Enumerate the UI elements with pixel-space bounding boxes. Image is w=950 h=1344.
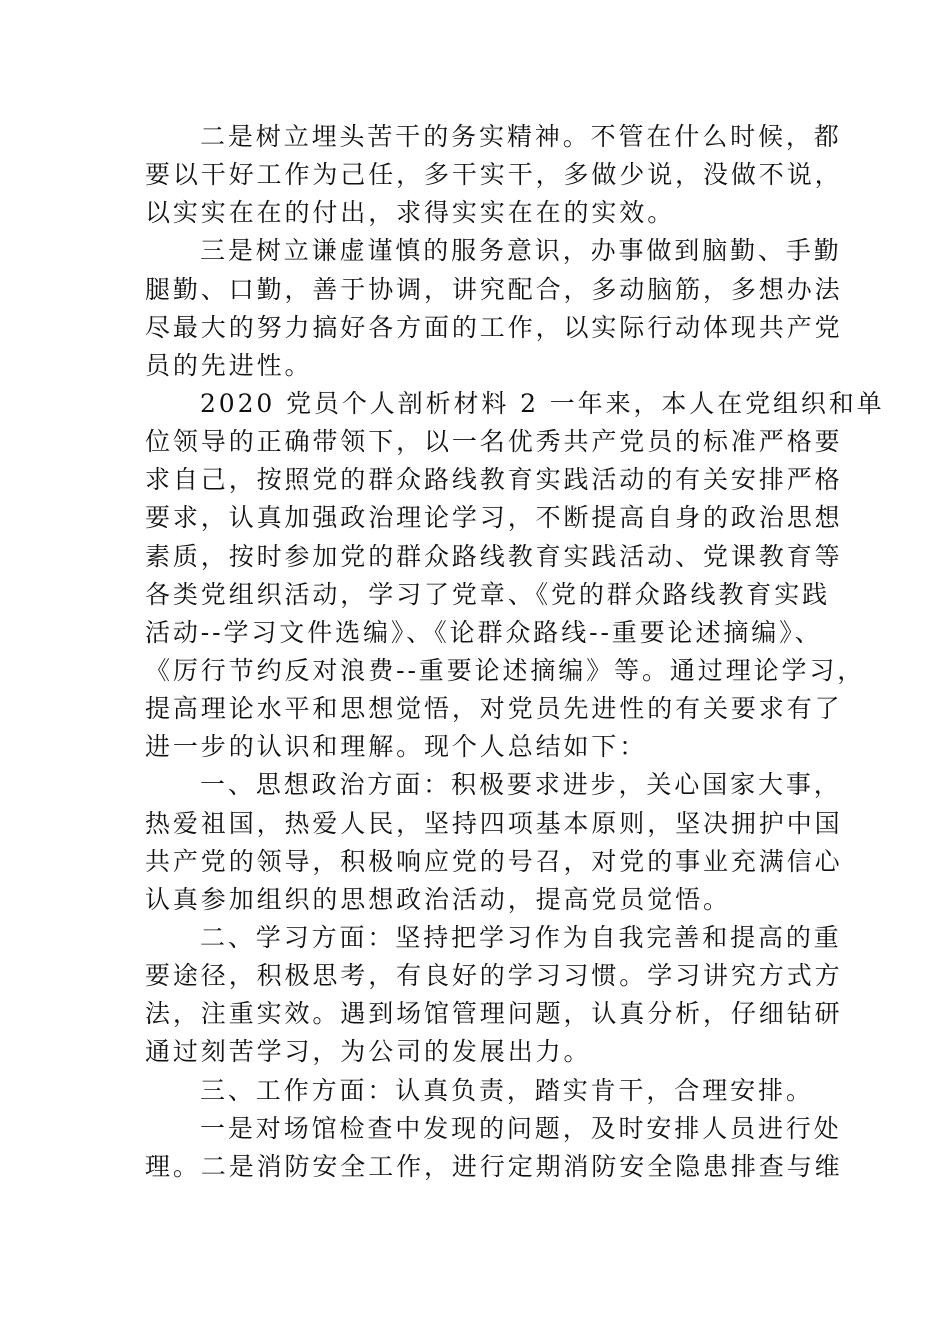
paragraph-line: 要求，认真加强政治理论学习，不断提高自身的政治思想	[145, 503, 843, 533]
document-body	[145, 118, 885, 1186]
paragraph-line: 位领导的正确带领下，以一名优秀共产党员的标准严格要	[145, 427, 843, 457]
paragraph-line: 《厉行节约反对浪费--重要论述摘编》等。通过理论学习，	[145, 655, 866, 685]
paragraph-first-line: 二是树立埋头苦干的务实精神。不管在什么时候，都	[200, 122, 842, 151]
paragraph-line: 进一步的认识和理解。现个人总结如下：	[145, 732, 648, 762]
paragraph-line: 理。二是消防安全工作，进行定期消防安全隐患排查与维	[145, 1151, 843, 1181]
paragraph-line: 求自己，按照党的群众路线教育实践活动的有关安排严格	[145, 465, 843, 495]
paragraph-line: 法，注重实效。遇到场馆管理问题，认真分析，仔细钻研	[145, 999, 843, 1029]
paragraph-first-line: 二、学习方面：坚持把学习作为自我完善和提高的重	[200, 922, 842, 952]
paragraph-first-line: 2020 党员个人剖析材料 2 一年来，本人在党组织和单	[200, 388, 885, 418]
paragraph-line: 各类党组织活动，学习了党章、《党的群众路线教育实践	[145, 579, 831, 609]
paragraph-first-line: 一是对场馆检查中发现的问题，及时安排人员进行处	[200, 1113, 842, 1143]
paragraph-line: 以实实在在的付出，求得实实在在的实效。	[145, 198, 676, 228]
paragraph-line: 活动--学习文件选编》、《论群众路线--重要论述摘编》、	[145, 617, 823, 647]
paragraph-line: 认真参加组织的思想政治活动，提高党员觉悟。	[145, 884, 731, 914]
paragraph-first-line: 一、思想政治方面：积极要求进步，关心国家大事，	[200, 770, 842, 800]
paragraph-line: 要以干好工作为己任，多干实干，多做少说，没做不说，	[145, 160, 843, 190]
paragraph-first-line: 三、工作方面：认真负责，踏实肯干，合理安排。	[200, 1075, 814, 1105]
paragraph-line: 共产党的领导，积极响应党的号召，对党的事业充满信心	[145, 846, 843, 876]
paragraph-line: 员的先进性。	[145, 350, 313, 380]
paragraph-line: 尽最大的努力搞好各方面的工作，以实际行动体现共产党	[145, 312, 843, 342]
paragraph-line: 素质，按时参加党的群众路线教育实践活动、党课教育等	[145, 541, 843, 571]
paragraph-line: 通过刻苦学习，为公司的发展出力。	[145, 1037, 592, 1067]
paragraph-first-line: 三是树立谦虚谨慎的服务意识，办事做到脑勤、手勤	[200, 236, 842, 266]
paragraph-line: 提高理论水平和思想觉悟，对党员先进性的有关要求有了	[145, 694, 843, 724]
paragraph-line: 腿勤、口勤，善于协调，讲究配合，多动脑筋，多想办法	[145, 274, 843, 304]
paragraph-line: 热爱祖国，热爱人民，坚持四项基本原则，坚决拥护中国	[145, 808, 843, 838]
paragraph-line: 要途径，积极思考，有良好的学习习惯。学习讲究方式方	[145, 961, 843, 991]
